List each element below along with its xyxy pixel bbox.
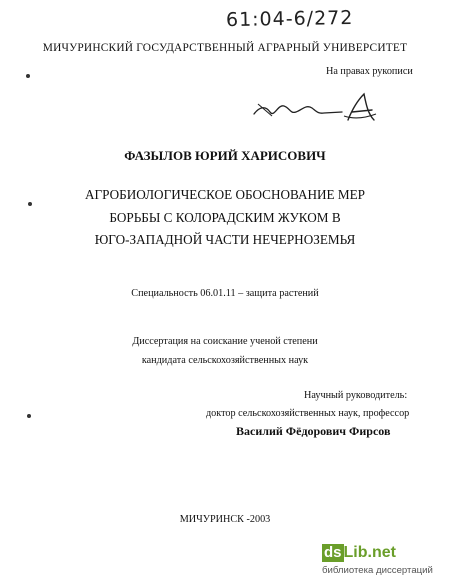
specialty-line: Специальность 06.01.11 – защита растений	[131, 288, 319, 299]
handwritten-signature	[250, 92, 380, 126]
author-name: ФАЗЫЛОВ ЮРИЙ ХАРИСОВИЧ	[124, 148, 326, 163]
degree-line-2: кандидата сельскохозяйственных наук	[141, 355, 309, 366]
degree-line-1: Диссертация на соискание ученой степени	[132, 336, 318, 347]
title-line: АГРОБИОЛОГИЧЕСКОЕ ОБОСНОВАНИЕ МЕР	[84, 187, 366, 202]
supervisor-label: Научный руководитель:	[304, 390, 408, 401]
logo-tld: .net	[367, 544, 396, 561]
scan-speck	[28, 202, 32, 206]
degree-statement	[0, 332, 450, 370]
university-name: МИЧУРИНСКИЙ ГОСУДАРСТВЕННЫЙ АГРАРНЫЙ УНИВЕРСИТЕТ	[42, 42, 408, 54]
supervisor-name: Василий Фёдорович Фирсов	[236, 424, 391, 438]
watermark-subtitle: библиотека диссертаций	[322, 565, 433, 576]
title-line: БОРЬБЫ С КОЛОРАДСКИМ ЖУКОМ В	[109, 209, 341, 225]
dissertation-title	[0, 184, 450, 252]
supervisor-degree: доктор сельскохозяйственных наук, профессор	[206, 408, 410, 419]
logo-ds: ds	[324, 544, 342, 561]
scan-speck	[27, 414, 31, 418]
dslib-logo	[322, 544, 396, 562]
logo-lib: Lib	[343, 544, 368, 561]
scan-speck	[26, 74, 30, 78]
manuscript-rights-note: На правах рукописи	[326, 66, 413, 77]
archive-number: 61:04-6/272	[225, 6, 354, 32]
title-line: ЮГО-ЗАПАДНОЙ ЧАСТИ НЕЧЕРНОЗЕМЬЯ	[94, 232, 356, 247]
dslib-watermark	[318, 544, 450, 580]
city-year: МИЧУРИНСК -2003	[179, 514, 271, 525]
